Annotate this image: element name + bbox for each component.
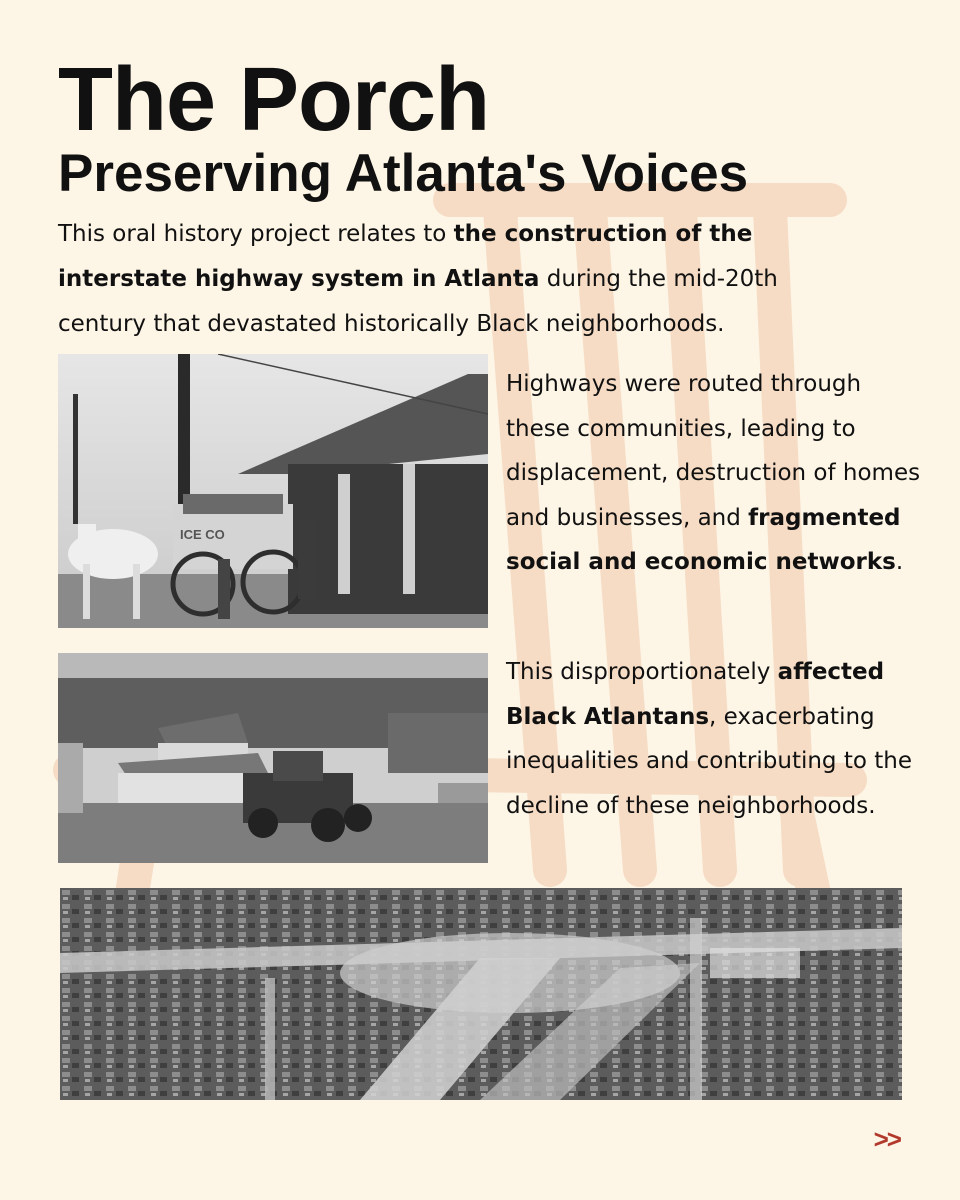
impact-highlight: affected Black Atlantans: [506, 659, 885, 730]
photo-horse-wagon: [58, 354, 488, 628]
photo-bulldozer-houses: [58, 653, 488, 863]
wagon-sign-text: ICE CO: [180, 527, 225, 542]
highways-text-1: Highways were routed through these communities, leading to displacement, destruction of homes and businesses, and: [506, 371, 921, 531]
impact-text-1: This disproportionately: [506, 659, 778, 685]
highways-text-2: .: [895, 549, 904, 575]
intro-text-1: This oral history project relates to: [58, 221, 454, 247]
page-title: The Porch: [58, 50, 490, 150]
intro-highlight: the construction of the interstate highway system in Atlanta: [58, 221, 753, 292]
next-page-button[interactable]: >>: [873, 1124, 900, 1154]
highways-paragraph: [506, 362, 926, 585]
photo-aerial-highway: [60, 888, 902, 1100]
intro-paragraph: [58, 212, 858, 347]
page-subtitle: Preserving Atlanta's Voices: [58, 144, 749, 203]
intro-text-2: during the mid-20th century that devastated historically Black neighborhoods.: [58, 266, 778, 337]
impact-text-2: , exacerbating inequalities and contributing to the decline of these neighborhoods.: [506, 703, 912, 819]
highways-highlight: fragmented social and economic networks: [506, 504, 901, 575]
impact-paragraph: [506, 650, 926, 828]
